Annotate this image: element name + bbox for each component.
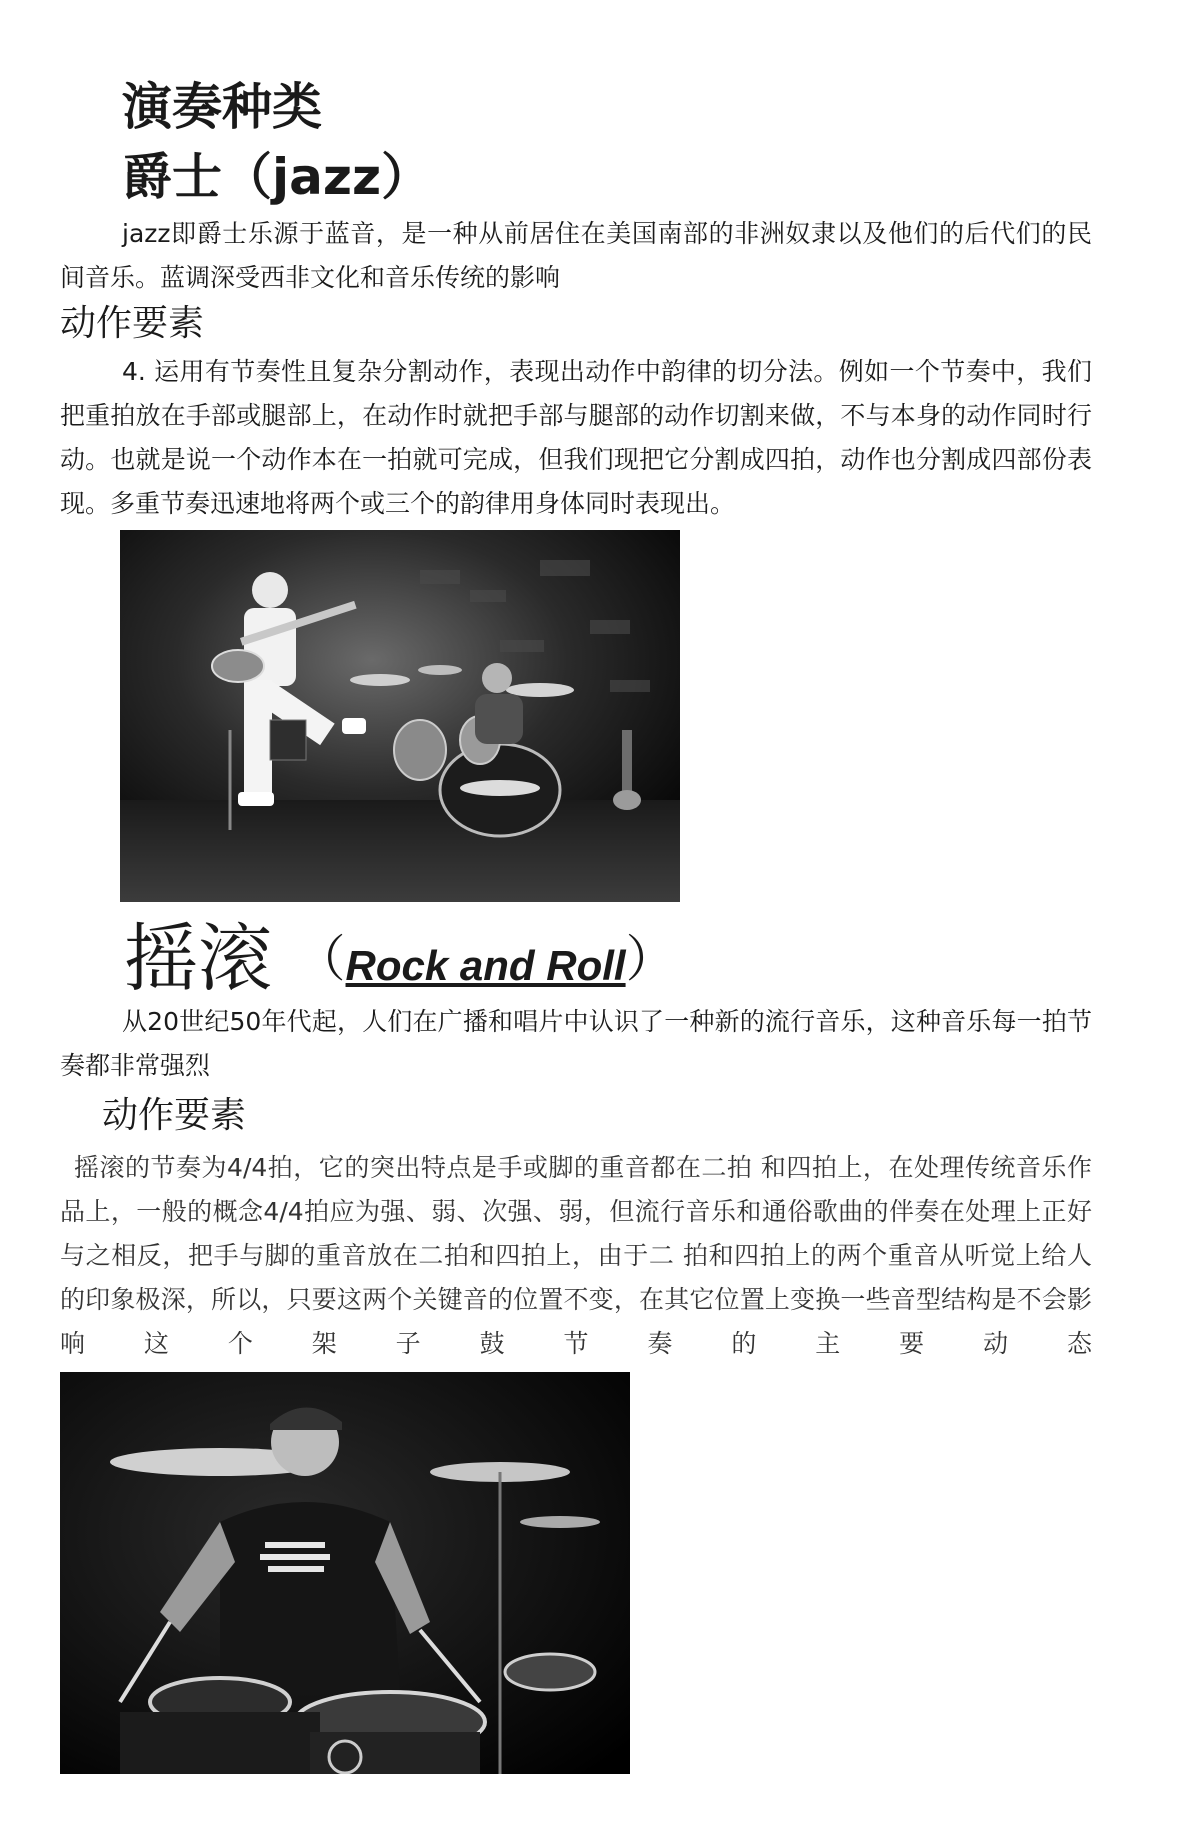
rock-elements-paragraph: 摇滚的节奏为4/4拍，它的突出特点是手或脚的重音都在二拍 和四拍上，在处理传统音乐作品上，一般的概念4/4拍应为强、弱、次强、弱，但流行音乐和通俗歌曲的伴奏在处理上正好与之相反，把手与脚的重音放在二拍和四拍上，由于二 拍和四拍上的两个重音从听觉上给人的印象极深，所以，只要这两个关键音的位置不变，在其它位置上变换一些音型结构是不会影响这个架子鼓节奏的主要动态 [60, 1153, 1092, 1358]
rock-drummer-photo [60, 1372, 630, 1774]
heading-rock-cn: 摇滚 [124, 916, 272, 1002]
heading-rock-open-paren: （ [295, 930, 346, 988]
heading-jazz: 爵士（jazz） [122, 148, 432, 206]
jazz-subheading: 动作要素 [60, 303, 205, 344]
jazz-performance-photo [120, 530, 680, 902]
rock-subheading: 动作要素 [102, 1095, 247, 1136]
rock-paragraph: 从20世纪50年代起，人们在广播和唱片中认识了一种新的流行音乐，这种音乐每一拍节奏都非常强烈 [60, 1007, 1092, 1080]
jazz-paragraph: jazz即爵士乐源于蓝音，是一种从前居住在美国南部的非洲奴隶以及他们的后代们的民间音乐。蓝调深受西非文化和音乐传统的影响 [60, 219, 1092, 292]
jazz-elements-paragraph: 4. 运用有节奏性且复杂分割动作，表现出动作中韵律的切分法。例如一个节奏中，我们把重拍放在手部或腿部上，在动作时就把手部与腿部的动作切割来做，不与本身的动作同时行动。也就是说一个动作本在一拍就可完成，但我们现把它分割成四拍，动作也分割成四部份表现。多重节奏迅速地将两个或三个的韵律用身体同时表现出。 [60, 357, 1092, 518]
heading-rock-close-paren: ） [625, 930, 676, 988]
heading-rock-en: Rock and Roll [345, 942, 626, 989]
heading-rock [124, 916, 676, 1002]
heading-category: 演奏种类 [122, 78, 322, 136]
